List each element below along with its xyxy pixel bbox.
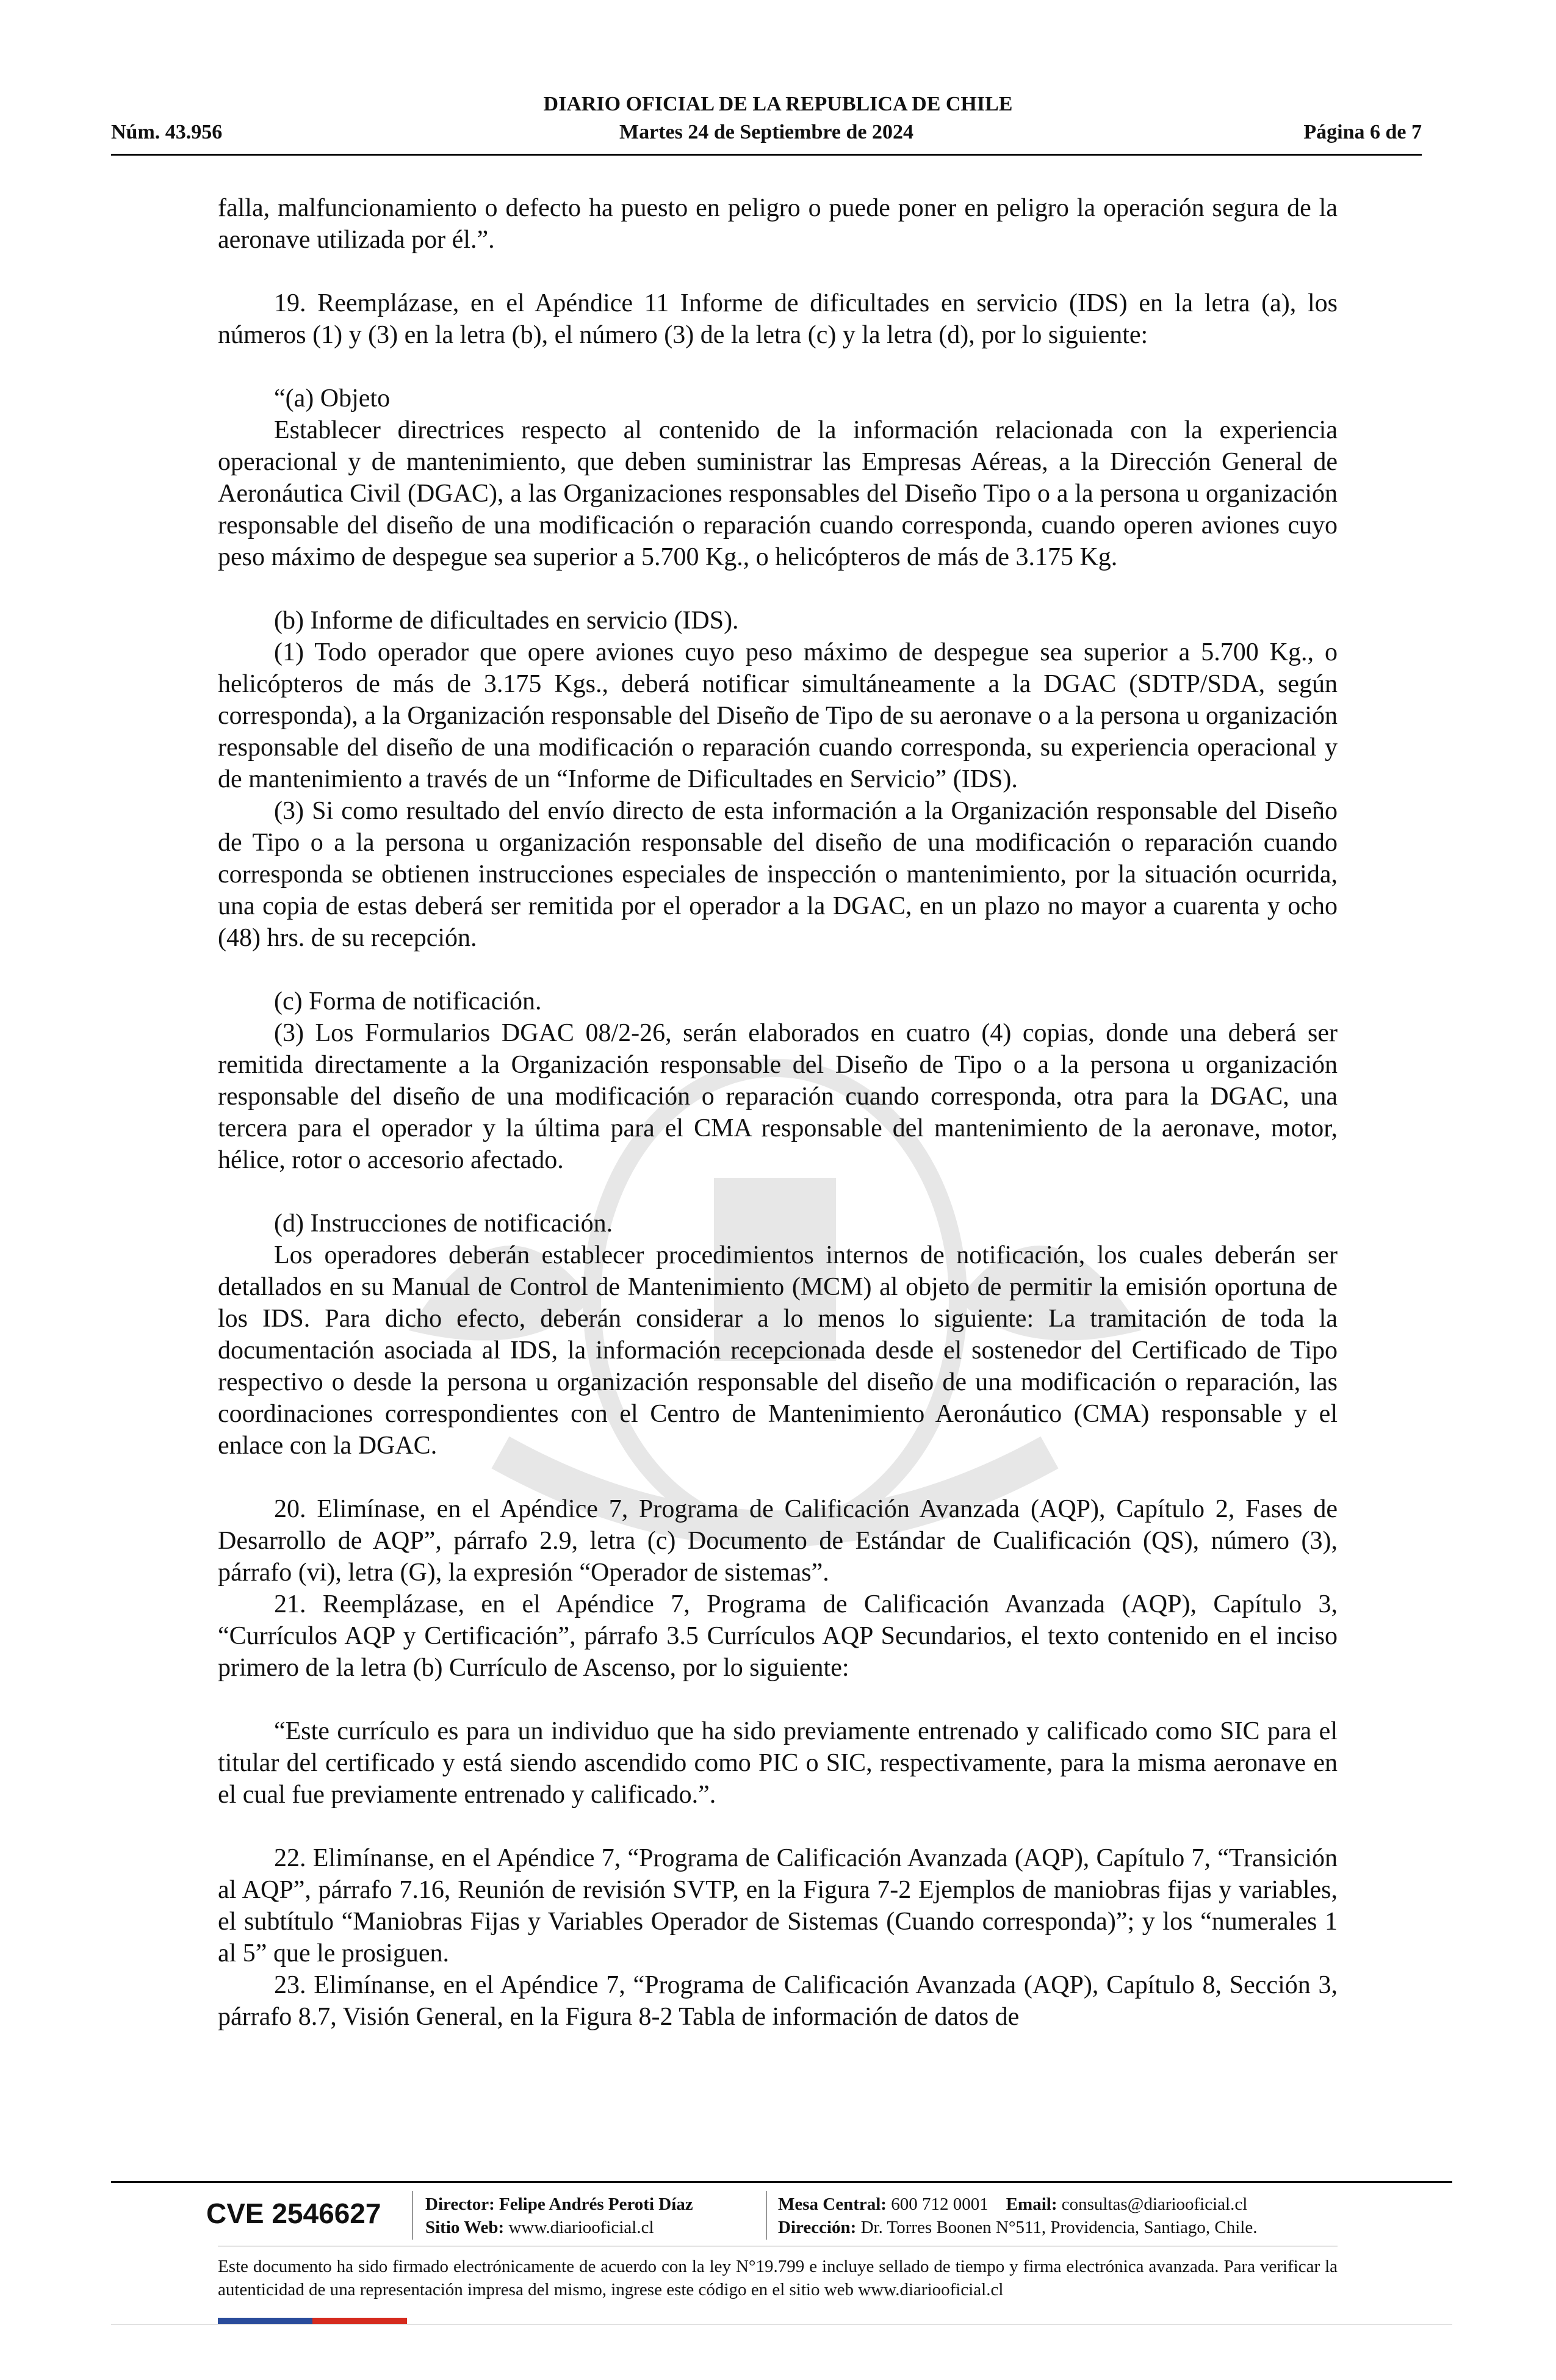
paragraph: 23. Elimínanse, en el Apéndice 7, “Programa de Calificación Avanzada (AQP), Capítulo 8, Sección 3, párrafo 8.7, Visión General, en la Figura 8-2 Tabla de información de datos de	[218, 1971, 1338, 2031]
paragraph: 21. Reemplázase, en el Apéndice 7, Programa de Calificación Avanzada (AQP), Capítulo 3, “Currículos AQP y Certificación”, párrafo 3.5 Currículos AQP Secundarios, el texto contenido en el inciso primero de la letra (b) Currículo de Ascenso, por lo siguiente:	[218, 1590, 1338, 1682]
flag-red-segment	[312, 2318, 407, 2324]
paragraph: “(a) Objeto	[274, 384, 391, 413]
paragraph: 19. Reemplázase, en el Apéndice 11 Informe de dificultades en servicio (IDS) en la letra (a), los números (1) y (3) en la letra (b), el número (3) de la letra (c) y la letra (d), por lo siguiente:	[218, 289, 1338, 349]
flag-blue-segment	[218, 2318, 312, 2324]
footer-contact-block	[778, 2193, 1257, 2239]
phone-value: 600 712 0001	[891, 2194, 989, 2214]
page-indicator: Página 6 de 7	[1303, 121, 1422, 143]
paragraph: (3) Los Formularios DGAC 08/2-26, serán elaborados en cuatro (4) copias, donde una deberá ser remitida directamente a la Organización responsable del Diseño de Tipo o a la persona u organización responsable del diseño de una modificación o reparación cuando corresponda, otra para la DGAC, una tercera para el operador y la última para el CMA responsable del mantenimiento de la aeronave, motor, hélice, rotor o accesorio afectado.	[218, 1019, 1338, 1174]
paragraph: (3) Si como resultado del envío directo de esta información a la Organización responsable del Diseño de Tipo o a la persona u organización responsable del diseño de una modificación o reparación cuando corresponda se obtienen instrucciones especiales de inspección o mantenimiento, por la situación ocurrida, una copia de estas deberá ser remitida por el operador a la DGAC, en un plazo no mayor a cuarenta y ocho (48) hrs. de su recepción.	[218, 797, 1338, 952]
header-divider	[111, 154, 1422, 156]
paragraph: falla, malfuncionamiento o defecto ha puesto en peligro o puede poner en peligro la operación segura de la aeronave utilizada por él.”.	[218, 194, 1338, 254]
paragraph: 22. Elimínanse, en el Apéndice 7, “Programa de Calificación Avanzada (AQP), Capítulo 7, “Transición al AQP”, párrafo 7.16, Reunión de revisión SVTP, en la Figura 7-2 Ejemplos de maniobras fijas y variables, el subtítulo “Maniobras Fijas y Variables Operador de Sistemas (Cuando corresponda)”; y los “numerales 1 al 5” que le prosiguen.	[218, 1844, 1338, 1967]
address-value: Dr. Torres Boonen N°511, Providencia, Santiago, Chile.	[860, 2218, 1258, 2237]
document-body	[218, 192, 1338, 2033]
footer-director-block	[425, 2193, 693, 2239]
paragraph: 20. Elimínase, en el Apéndice 7, Programa de Calificación Avanzada (AQP), Capítulo 2, Fases de Desarrollo de AQP”, párrafo 2.9, letra (c) Documento de Estándar de Cualificación (QS), número (3), párrafo (vi), letra (G), la expresión “Operador de sistemas”.	[218, 1495, 1338, 1587]
phone-label: Mesa Central:	[778, 2194, 887, 2214]
site-label: Sitio Web:	[425, 2218, 505, 2237]
cve-code: CVE 2546627	[206, 2198, 381, 2229]
footer-legal-note: Este documento ha sido firmado electrónicamente de acuerdo con la ley N°19.799 e incluye sellado de tiempo y firma electrónica avanzada. Para verificar la autenticidad de una representación impresa del mismo, ingrese este código en el sitio web www.diariooficial.cl	[218, 2257, 1338, 2299]
site-link[interactable]: www.diariooficial.cl	[508, 2218, 654, 2237]
paragraph: (c) Forma de notificación.	[274, 987, 542, 1015]
paragraph: “Este currículo es para un individuo que ha sido previamente entrenado y calificado como SIC para el titular del certificado y está siendo ascendido como PIC o SIC, respectivamente, para la misma aeronave en el cual fue previamente entrenado y calificado.”.	[218, 1717, 1338, 1809]
issue-date: Martes 24 de Septiembre de 2024	[619, 121, 913, 143]
footer-divider	[111, 2181, 1452, 2183]
paragraph: (b) Informe de dificultades en servicio (IDS).	[274, 607, 739, 635]
issue-number: Núm. 43.956	[111, 121, 223, 143]
newspaper-title: DIARIO OFICIAL DE LA REPUBLICA DE CHILE	[543, 93, 1013, 115]
paragraph: Establecer directrices respecto al contenido de la información relacionada con la experiencia operacional y de mantenimiento, que deben suministrar las Empresas Aéreas, a la Dirección General de Aeronáutica Civil (DGAC), a las Organizaciones responsables del Diseño Tipo o a la persona u organización responsable del diseño de una modificación o reparación cuando corresponda, cuando operen aviones cuyo peso máximo de despegue sea superior a 5.700 Kg., o helicópteros de más de 3.175 Kg.	[218, 416, 1338, 571]
paragraph: (d) Instrucciones de notificación.	[274, 1210, 613, 1238]
email-link[interactable]: consultas@diariooficial.cl	[1061, 2194, 1248, 2214]
paragraph: (1) Todo operador que opere aviones cuyo peso máximo de despegue sea superior a 5.700 Kg., o helicópteros de más de 3.175 Kgs., deberá notificar simultáneamente a la DGAC (SDTP/SDA, según corresponda), a la Organización responsable del Diseño de Tipo de su aeronave o a la persona u organización responsable del diseño de una modificación o reparación cuando corresponda, su experiencia operacional y de mantenimiento a través de un “Informe de Dificultades en Servicio” (IDS).	[218, 638, 1338, 793]
director-label: Director:	[425, 2194, 495, 2214]
address-label: Dirección:	[778, 2218, 857, 2237]
flag-stripe-icon	[218, 2318, 407, 2324]
paragraph: Los operadores deberán establecer procedimientos internos de notificación, los cuales deberán ser detallados en su Manual de Control de Mantenimiento (MCM) al objeto de permitir la emisión oportuna de los IDS. Para dicho efecto, deberán considerar a lo menos lo siguiente: La tramitación de toda la documentación asociada al IDS, la información recepcionada desde el sostenedor del Certificado de Tipo respectivo o desde la persona u organización responsable del diseño de una modificación o reparación, las coordinaciones correspondientes con el Centro de Mantenimiento Aeronáutico (CMA) responsable y el enlace con la DGAC.	[218, 1241, 1338, 1460]
email-label: Email:	[1006, 2194, 1057, 2214]
footer-separator	[412, 2191, 413, 2240]
director-name: Felipe Andrés Peroti Díaz	[499, 2194, 693, 2214]
footer-separator	[766, 2191, 767, 2240]
